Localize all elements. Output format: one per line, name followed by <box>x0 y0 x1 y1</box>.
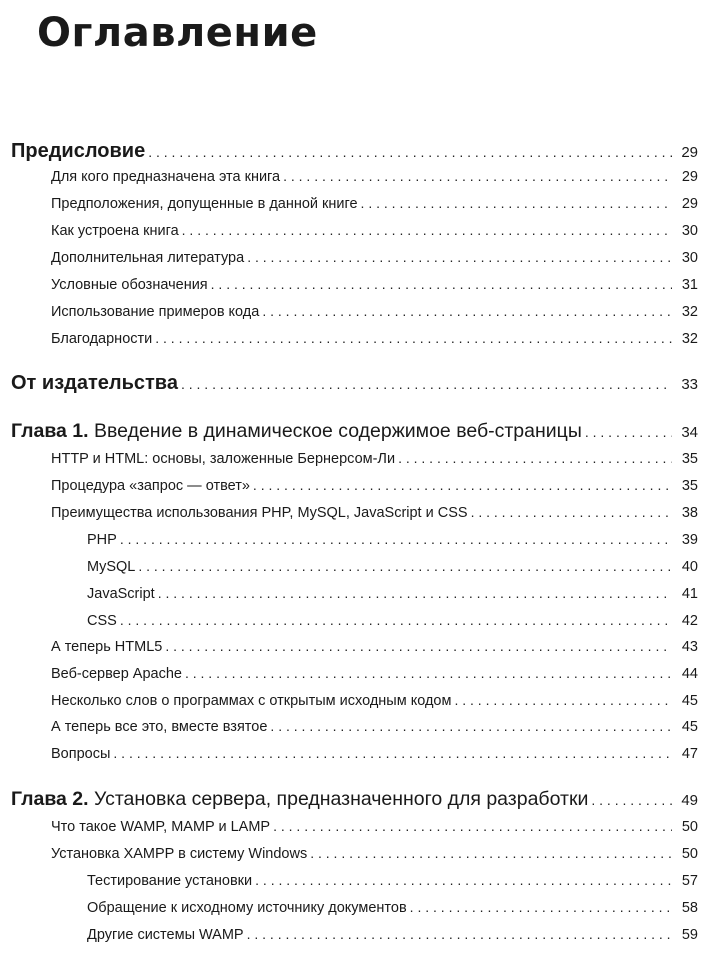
toc-entry[interactable] <box>51 665 698 682</box>
dot-leader <box>211 276 672 292</box>
toc-entry[interactable] <box>51 249 698 266</box>
page-number: 44 <box>681 666 698 682</box>
page-number: 38 <box>681 505 698 521</box>
toc-entry[interactable] <box>51 638 698 655</box>
dot-leader <box>410 899 672 915</box>
toc-entry-title <box>11 420 582 443</box>
toc-entry[interactable] <box>51 222 698 239</box>
page-number: 29 <box>681 169 698 185</box>
page-number: 47 <box>681 746 698 762</box>
toc-entry[interactable] <box>51 818 698 835</box>
toc-entry[interactable] <box>51 276 698 293</box>
toc-entry[interactable] <box>87 899 698 916</box>
chapter-name: Введение в динамическое содержимое веб-страницы <box>94 420 582 442</box>
dot-leader <box>398 450 672 466</box>
toc-entry-title: Дополнительная литература <box>51 250 245 266</box>
toc-entry-title: От издательства <box>11 372 178 394</box>
toc-chapter-entry[interactable] <box>11 420 698 443</box>
dot-leader <box>591 792 672 808</box>
toc-entry[interactable] <box>51 195 698 212</box>
toc-entry-title: Вопросы <box>51 746 111 762</box>
page-number: 41 <box>681 586 698 602</box>
dot-leader <box>120 531 672 547</box>
dot-leader <box>454 692 672 708</box>
toc-entry[interactable] <box>87 872 698 889</box>
toc-entry-title: Как устроена книга <box>51 223 179 239</box>
dot-leader <box>262 303 672 319</box>
toc-entry-title: Обращение к исходному источнику документов <box>87 900 407 916</box>
toc-entry-title: Веб-сервер Apache <box>51 666 182 682</box>
toc-entry[interactable] <box>87 612 698 629</box>
toc-entry[interactable] <box>87 585 698 602</box>
page-number: 32 <box>681 331 698 347</box>
toc-entry-title: Тестирование установки <box>87 873 253 889</box>
chapter-name: Установка сервера, предназначенного для разработки <box>94 788 589 810</box>
dot-leader <box>155 330 672 346</box>
dot-leader <box>158 585 672 601</box>
page-number: 29 <box>681 144 698 161</box>
page-number: 50 <box>681 846 698 862</box>
toc-entry[interactable] <box>51 745 698 762</box>
toc-entry-title: JavaScript <box>87 586 155 602</box>
page-number: 49 <box>681 792 698 809</box>
dot-leader <box>273 818 672 834</box>
toc-entry-title: Благодарности <box>51 331 153 347</box>
toc-entry-title: Несколько слов о программах с открытым исходным кодом <box>51 693 452 709</box>
dot-leader <box>182 222 672 238</box>
page-number: 58 <box>681 900 698 916</box>
toc-entry-title: Процедура «запрос — ответ» <box>51 478 250 494</box>
dot-leader <box>585 424 672 440</box>
toc-entry-title: Использование примеров кода <box>51 304 260 320</box>
toc-entry-title: HTTP и HTML: основы, заложенные Бернерсом-Ли <box>51 451 396 467</box>
toc-entry[interactable] <box>51 692 698 709</box>
page-number: 50 <box>681 819 698 835</box>
dot-leader <box>247 249 672 265</box>
toc-entry[interactable] <box>51 477 698 494</box>
toc-entry-title: PHP <box>87 532 117 548</box>
dot-leader <box>138 558 672 574</box>
toc-entry[interactable] <box>87 531 698 548</box>
toc-section-entry[interactable] <box>11 372 698 395</box>
toc-entry-title: Что такое WAMP, MAMP и LAMP <box>51 819 271 835</box>
dot-leader <box>253 477 672 493</box>
toc-entry-title: MySQL <box>87 559 136 575</box>
toc-entry-title: Установка XAMPP в систему Windows <box>51 846 308 862</box>
chapter-label: Глава 2. <box>11 788 89 810</box>
toc-chapter-entry[interactable] <box>11 788 698 811</box>
page-title: Оглавление <box>37 10 318 56</box>
page-number: 43 <box>681 639 698 655</box>
toc-entry[interactable] <box>87 558 698 575</box>
page-number: 35 <box>681 451 698 467</box>
page-number: 30 <box>681 250 698 266</box>
toc-entry-title: А теперь HTML5 <box>51 639 163 655</box>
page-number: 59 <box>681 927 698 943</box>
toc-entry[interactable] <box>51 330 698 347</box>
page-number: 45 <box>681 693 698 709</box>
page-number: 39 <box>681 532 698 548</box>
dot-leader <box>471 504 672 520</box>
page-number: 29 <box>681 196 698 212</box>
toc-entry[interactable] <box>51 504 698 521</box>
dot-leader <box>247 926 672 942</box>
dot-leader <box>120 612 672 628</box>
dot-leader <box>283 168 672 184</box>
toc-entry[interactable] <box>51 303 698 320</box>
dot-leader <box>310 845 672 861</box>
toc-entry-title: А теперь все это, вместе взятое <box>51 719 268 735</box>
toc-section-entry[interactable] <box>11 140 698 163</box>
toc-entry[interactable] <box>51 845 698 862</box>
toc-entry-title <box>11 788 588 811</box>
toc-entry-title: Условные обозначения <box>51 277 208 293</box>
page-number: 40 <box>681 559 698 575</box>
dot-leader <box>270 718 672 734</box>
dot-leader <box>113 745 672 761</box>
dot-leader <box>361 195 672 211</box>
toc-entry[interactable] <box>87 926 698 943</box>
chapter-label: Глава 1. <box>11 420 89 442</box>
page-number: 45 <box>681 719 698 735</box>
page-number: 42 <box>681 613 698 629</box>
page-number: 57 <box>681 873 698 889</box>
toc-entry-title: Предположения, допущенные в данной книге <box>51 196 358 212</box>
dot-leader <box>165 638 672 654</box>
toc-entry-title: Преимущества использования PHP, MySQL, JavaScript и CSS <box>51 505 468 521</box>
toc-entry[interactable] <box>51 718 698 735</box>
page-number: 35 <box>681 478 698 494</box>
toc-entry[interactable] <box>51 450 698 467</box>
page-number: 30 <box>681 223 698 239</box>
toc-entry-title: Другие системы WAMP <box>87 927 244 943</box>
page-number: 34 <box>681 424 698 441</box>
toc-entry-title: Предисловие <box>11 140 146 162</box>
toc-entry[interactable] <box>51 168 698 185</box>
dot-leader <box>148 144 672 160</box>
toc-entry-title: CSS <box>87 613 117 629</box>
page-number: 31 <box>681 277 698 293</box>
page-number: 33 <box>681 376 698 393</box>
dot-leader <box>255 872 672 888</box>
dot-leader <box>181 376 672 392</box>
dot-leader <box>185 665 672 681</box>
page-number: 32 <box>681 304 698 320</box>
toc-entry-title: Для кого предназначена эта книга <box>51 169 281 185</box>
